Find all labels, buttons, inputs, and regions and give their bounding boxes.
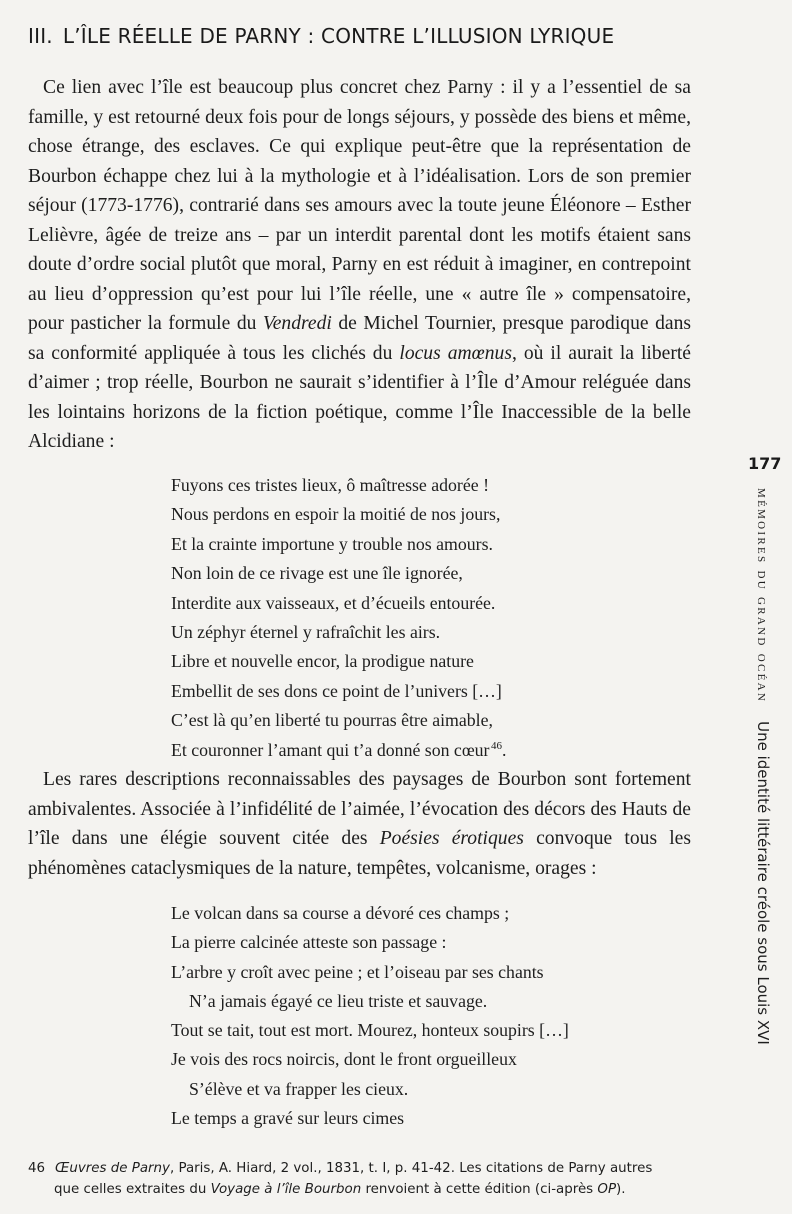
italic-poesies-erotiques: Poésies érotiques (379, 828, 524, 849)
verse-line: Le temps a gravé sur leurs cimes (171, 1108, 405, 1129)
footnote-text: renvoient à cette édition (ci-après (361, 1182, 598, 1197)
verse-line: Fuyons ces tristes lieux, ô maîtresse adorée ! (171, 475, 490, 495)
verse-quote-1 (171, 471, 691, 765)
footnote-number: 46 (28, 1161, 46, 1176)
paragraph-2-text-b: convoque tous les phénomènes cataclysmiques de la nature, tempêtes, volcanisme, orages : (28, 828, 691, 879)
footnote-line-2 (28, 1179, 698, 1200)
verse-line: Un zéphyr éternel y rafraîchit les airs. (171, 622, 441, 643)
page-number: 177 (748, 454, 782, 473)
verse-line: Et la crainte importune y trouble nos amours. (171, 533, 493, 554)
verse-line: Tout se tait, tout est mort. Mourez, honteux soupirs […] (171, 1020, 569, 1041)
paragraph-1-text-c: , où il aurait la liberté d’aimer ; trop réelle, Bourbon ne saurait s’identifier à l’Île d’Amour reléguée dans les lointains horizons de la fiction poétique, comme l’Île Inaccessible de la belle Alcidiane : (28, 342, 691, 452)
verse-line: C’est là qu’en liberté tu pourras être aimable, (171, 710, 493, 731)
verse-line: N’a jamais égayé ce lieu triste et sauvage. (189, 990, 488, 1011)
footnote-italic-title: Œuvres de Parny (55, 1161, 170, 1176)
paragraph-2 (28, 765, 691, 883)
running-header (753, 488, 773, 1108)
footnote-text: que celles extraites du (54, 1182, 211, 1197)
book-subtitle: Une identité littéraire créole sous Louis XVI (754, 721, 772, 1045)
verse-line: Nous perdons en espoir la moitié de nos jours, (171, 504, 501, 525)
footnote-italic-voyage: Voyage à l’île Bourbon (210, 1182, 362, 1197)
footnote-line-1 (28, 1158, 698, 1179)
verse-line: Interdite aux vaisseaux, et d’écueils entourée. (171, 592, 496, 613)
verse-line: Le volcan dans sa course a dévoré ces champs ; (171, 903, 510, 923)
verse-line: Libre et nouvelle encor, la prodigue nature (171, 651, 474, 672)
footnote-text: , Paris, A. Hiard, 2 vol., 1831, t. I, p. 41-42. Les citations de Parny autres (169, 1161, 653, 1176)
section-title: L’ÎLE RÉELLE DE PARNY : CONTRE L’ILLUSION LYRIQUE (62, 24, 615, 48)
series-title: mémoires du grand océan (754, 488, 770, 704)
section-heading (28, 24, 614, 48)
footnote (28, 1158, 698, 1200)
verse-line: Embellit de ses dons ce point de l’univers […] (171, 680, 502, 701)
paragraph-1-text-b: de Michel Tournier, presque parodique dans sa conformité appliquée à tous les clichés du (28, 313, 691, 364)
verse-line: Non loin de ce rivage est une île ignorée, (171, 563, 463, 584)
italic-vendredi: Vendredi (262, 313, 332, 334)
section-numeral: III. (28, 24, 53, 48)
paragraph-2-text-a: Les rares descriptions reconnaissables des paysages de Bourbon sont fortement ambivalentes. Associée à l’infidélité de l’aimée, l’évocation des décors des Hauts de l’île dans une élégie souvent citée des (28, 769, 691, 849)
footnote-text: ). (616, 1182, 626, 1197)
verse-line-text: Et couronner l’amant qui t’a donné son cœur (171, 739, 490, 760)
verse-line: S’élève et va frapper les cieux. (189, 1078, 409, 1099)
paragraph-1 (28, 73, 691, 457)
verse-line: La pierre calcinée atteste son passage : (171, 932, 447, 953)
paragraph-1-text-a: Ce lien avec l’île est beaucoup plus concret chez Parny : il y a l’essentiel de sa famille, y est retourné deux fois pour de longs séjours, y possède des biens et même, chose étrange, des esclaves. Ce qui explique peut-être que la représentation de Bourbon échappe chez lui à la mythologie et à l’idéalisation. Lors de son premier séjour (1773-1776), contrarié dans ses amours avec la toute jeune Éléonore – Esther Lelièvre, âgée de treize ans – par un interdit parental dont les motifs étaient sans doute d’ordre social plutôt que moral, Parny en est réduit à imaginer, en contrepoint au lieu d’oppression qu’est pour lui l’île réelle, une « autre île » compensatoire, pour pasticher la formule du (28, 77, 691, 334)
italic-locus-amoenus: locus amœnus (399, 342, 512, 364)
verse-quote-2 (171, 899, 691, 1133)
footnote-italic-op: OP (597, 1182, 617, 1197)
footnote-reference: 46 (490, 739, 502, 752)
verse-line: L’arbre y croît avec peine ; et l’oiseau par ses chants (171, 961, 544, 982)
verse-line: Je vois des rocs noircis, dont le front orgueilleux (171, 1049, 517, 1070)
verse-line-last: Et couronner l’amant qui t’a donné son cœur $^{46}$. (171, 739, 507, 760)
